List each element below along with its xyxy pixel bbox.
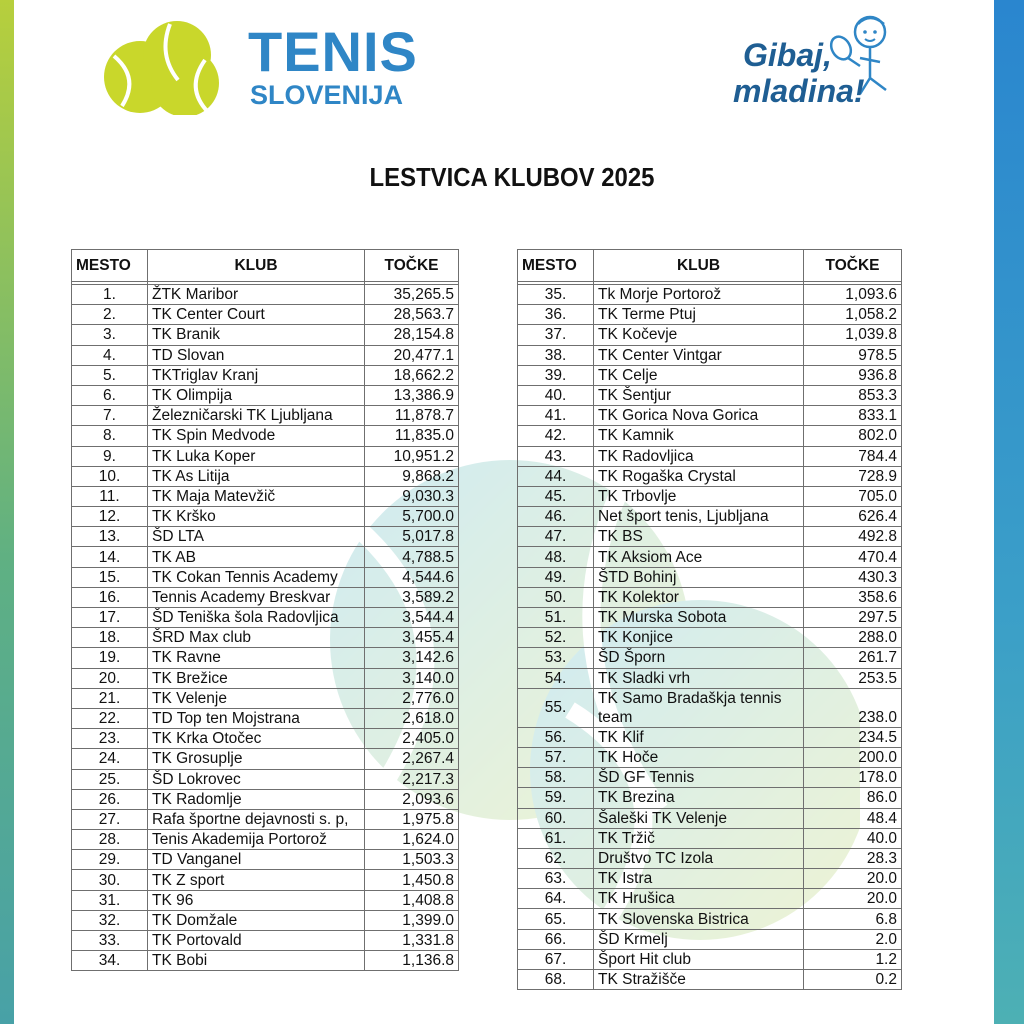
points-cell: 728.9: [804, 466, 902, 486]
points-cell: 288.0: [804, 628, 902, 648]
table-row: [518, 848, 902, 868]
table-row: [72, 830, 459, 850]
place-cell: 37.: [518, 325, 594, 345]
table-row: [72, 789, 459, 809]
place-cell: 22.: [72, 708, 148, 728]
points-cell: 178.0: [804, 768, 902, 788]
table-row: [518, 285, 902, 305]
points-cell: 936.8: [804, 365, 902, 385]
place-cell: 28.: [72, 830, 148, 850]
place-cell: 32.: [72, 910, 148, 930]
club-cell: TK Radovljica: [594, 446, 804, 466]
column-header-club: KLUB: [148, 250, 365, 282]
place-cell: 13.: [72, 527, 148, 547]
table-row: [518, 305, 902, 325]
place-cell: 12.: [72, 507, 148, 527]
club-cell: ŠD Krmelj: [594, 929, 804, 949]
table-row: [72, 688, 459, 708]
place-cell: 24.: [72, 749, 148, 769]
table-row: [72, 567, 459, 587]
place-cell: 58.: [518, 768, 594, 788]
place-cell: 65.: [518, 909, 594, 929]
place-cell: 3.: [72, 325, 148, 345]
place-cell: 44.: [518, 466, 594, 486]
points-cell: 4,788.5: [365, 547, 459, 567]
table-row: [72, 910, 459, 930]
club-cell: TK Branik: [148, 325, 365, 345]
table-row: [72, 446, 459, 466]
place-cell: 35.: [518, 285, 594, 305]
table-row: [518, 688, 902, 727]
club-cell: TK As Litija: [148, 466, 365, 486]
table-row: [72, 527, 459, 547]
table-row: [72, 507, 459, 527]
club-cell: TK Kamnik: [594, 426, 804, 446]
place-cell: 1.: [72, 285, 148, 305]
points-cell: 3,589.2: [365, 587, 459, 607]
place-cell: 34.: [72, 951, 148, 971]
club-cell: Društvo TC Izola: [594, 848, 804, 868]
place-cell: 56.: [518, 727, 594, 747]
points-cell: 297.5: [804, 608, 902, 628]
place-cell: 20.: [72, 668, 148, 688]
points-cell: 35,265.5: [365, 285, 459, 305]
place-cell: 5.: [72, 365, 148, 385]
club-cell: TK Center Court: [148, 305, 365, 325]
points-cell: 200.0: [804, 747, 902, 767]
points-cell: 853.3: [804, 385, 902, 405]
club-cell: TK BS: [594, 527, 804, 547]
column-header-points: TOČKE: [365, 250, 459, 282]
points-cell: 261.7: [804, 648, 902, 668]
points-cell: 978.5: [804, 345, 902, 365]
club-cell: TKTriglav Kranj: [148, 365, 365, 385]
table-row: [72, 325, 459, 345]
points-cell: 0.2: [804, 970, 902, 990]
points-cell: 1,503.3: [365, 850, 459, 870]
club-cell: TK Hoče: [594, 747, 804, 767]
column-header-place: MESTO: [518, 250, 594, 282]
club-cell: TK Domžale: [148, 910, 365, 930]
points-cell: 11,878.7: [365, 406, 459, 426]
club-cell: TK Portovald: [148, 931, 365, 951]
club-cell: TK Radomlje: [148, 789, 365, 809]
table-row: [518, 970, 902, 990]
points-cell: 1,058.2: [804, 305, 902, 325]
points-cell: 784.4: [804, 446, 902, 466]
table-row: [72, 809, 459, 829]
place-cell: 45.: [518, 486, 594, 506]
table-row: [518, 727, 902, 747]
place-cell: 26.: [72, 789, 148, 809]
place-cell: 61.: [518, 828, 594, 848]
club-cell: ŽTK Maribor: [148, 285, 365, 305]
table-row: [72, 729, 459, 749]
points-cell: 13,386.9: [365, 385, 459, 405]
points-cell: 2,217.3: [365, 769, 459, 789]
points-cell: 2,267.4: [365, 749, 459, 769]
club-cell: TK Velenje: [148, 688, 365, 708]
table-row: [518, 828, 902, 848]
place-cell: 66.: [518, 929, 594, 949]
table-row: [518, 608, 902, 628]
club-cell: TK 96: [148, 890, 365, 910]
table-row: [72, 628, 459, 648]
table-row: [72, 749, 459, 769]
points-cell: 1,975.8: [365, 809, 459, 829]
table-row: [518, 547, 902, 567]
points-cell: 2,093.6: [365, 789, 459, 809]
gibaj-text: Gibaj,: [743, 37, 832, 73]
points-cell: 1,039.8: [804, 325, 902, 345]
place-cell: 33.: [72, 931, 148, 951]
table-row: [518, 949, 902, 969]
place-cell: 63.: [518, 869, 594, 889]
points-cell: 253.5: [804, 668, 902, 688]
table-row: [518, 869, 902, 889]
club-cell: ŠD GF Tennis: [594, 768, 804, 788]
club-cell: TK Kolektor: [594, 587, 804, 607]
club-cell: TD Top ten Mojstrana: [148, 708, 365, 728]
column-header-points: TOČKE: [804, 250, 902, 282]
club-cell: Rafa športne dejavnosti s. p,: [148, 809, 365, 829]
ranking-table-left: [71, 249, 459, 971]
points-cell: 9,868.2: [365, 466, 459, 486]
place-cell: 68.: [518, 970, 594, 990]
points-cell: 5,700.0: [365, 507, 459, 527]
club-cell: TK Krka Otočec: [148, 729, 365, 749]
club-cell: TK Z sport: [148, 870, 365, 890]
ranking-table-right: [517, 249, 902, 990]
points-cell: 2.0: [804, 929, 902, 949]
place-cell: 38.: [518, 345, 594, 365]
points-cell: 10,951.2: [365, 446, 459, 466]
table-row: [518, 446, 902, 466]
points-cell: 1,624.0: [365, 830, 459, 850]
club-cell: TK Istra: [594, 869, 804, 889]
points-cell: 2,618.0: [365, 708, 459, 728]
table-row: [72, 486, 459, 506]
points-cell: 1,093.6: [804, 285, 902, 305]
table-row: [72, 587, 459, 607]
table-row: [72, 769, 459, 789]
club-cell: TK Center Vintgar: [594, 345, 804, 365]
points-cell: 3,142.6: [365, 648, 459, 668]
table-row: [518, 768, 902, 788]
right-gradient-band: [994, 0, 1024, 1024]
place-cell: 47.: [518, 527, 594, 547]
column-header-club: KLUB: [594, 250, 804, 282]
points-cell: 48.4: [804, 808, 902, 828]
place-cell: 29.: [72, 850, 148, 870]
table-row: [72, 547, 459, 567]
points-cell: 28,563.7: [365, 305, 459, 325]
table-row: [518, 889, 902, 909]
club-cell: Tk Morje Portorož: [594, 285, 804, 305]
club-cell: TK Brezina: [594, 788, 804, 808]
place-cell: 16.: [72, 587, 148, 607]
table-row: [518, 325, 902, 345]
club-cell: Net šport tenis, Ljubljana: [594, 507, 804, 527]
table-row: [72, 648, 459, 668]
place-cell: 50.: [518, 587, 594, 607]
table-row: [518, 385, 902, 405]
place-cell: 10.: [72, 466, 148, 486]
club-cell: Tennis Academy Breskvar: [148, 587, 365, 607]
points-cell: 1,331.8: [365, 931, 459, 951]
place-cell: 9.: [72, 446, 148, 466]
table-row: [72, 385, 459, 405]
page-title: LESTVICA KLUBOV 2025: [369, 162, 655, 192]
club-cell: TK Stražišče: [594, 970, 804, 990]
table-row: [518, 587, 902, 607]
table-row: [518, 929, 902, 949]
club-cell: TD Slovan: [148, 345, 365, 365]
club-cell: TK Celje: [594, 365, 804, 385]
club-cell: Tenis Akademija Portorož: [148, 830, 365, 850]
table-row: [72, 951, 459, 971]
points-cell: 1,399.0: [365, 910, 459, 930]
table-row: [72, 285, 459, 305]
place-cell: 4.: [72, 345, 148, 365]
table-row: [518, 426, 902, 446]
club-cell: TK Klif: [594, 727, 804, 747]
table-row: [72, 608, 459, 628]
club-cell: TD Vanganel: [148, 850, 365, 870]
club-cell: ŠTD Bohinj: [594, 567, 804, 587]
mladina-text: mladina!: [733, 73, 865, 109]
table-row: [518, 365, 902, 385]
points-cell: 86.0: [804, 788, 902, 808]
table-row: [72, 426, 459, 446]
table-row: [518, 648, 902, 668]
place-cell: 42.: [518, 426, 594, 446]
points-cell: 9,030.3: [365, 486, 459, 506]
club-cell: TK Brežice: [148, 668, 365, 688]
place-cell: 55.: [518, 688, 594, 727]
place-cell: 36.: [518, 305, 594, 325]
club-cell: TK Hrušica: [594, 889, 804, 909]
place-cell: 67.: [518, 949, 594, 969]
place-cell: 64.: [518, 889, 594, 909]
place-cell: 54.: [518, 668, 594, 688]
place-cell: 52.: [518, 628, 594, 648]
points-cell: 3,544.4: [365, 608, 459, 628]
place-cell: 43.: [518, 446, 594, 466]
table-row: [518, 406, 902, 426]
points-cell: 6.8: [804, 909, 902, 929]
place-cell: 19.: [72, 648, 148, 668]
club-cell: Šport Hit club: [594, 949, 804, 969]
table-row: [518, 486, 902, 506]
points-cell: 20,477.1: [365, 345, 459, 365]
table-row: [72, 466, 459, 486]
place-cell: 6.: [72, 385, 148, 405]
points-cell: 28,154.8: [365, 325, 459, 345]
points-cell: 2,776.0: [365, 688, 459, 708]
club-cell: TK Sladki vrh: [594, 668, 804, 688]
club-cell: TK Grosuplje: [148, 749, 365, 769]
place-cell: 7.: [72, 406, 148, 426]
points-cell: 238.0: [804, 688, 902, 727]
points-cell: 3,455.4: [365, 628, 459, 648]
table-row: [518, 507, 902, 527]
points-cell: 358.6: [804, 587, 902, 607]
table-row: [518, 345, 902, 365]
club-cell: TK AB: [148, 547, 365, 567]
place-cell: 51.: [518, 608, 594, 628]
club-cell: TK Spin Medvode: [148, 426, 365, 446]
club-cell: TK Luka Koper: [148, 446, 365, 466]
points-cell: 833.1: [804, 406, 902, 426]
table-row: [72, 931, 459, 951]
place-cell: 27.: [72, 809, 148, 829]
club-cell: TK Rogaška Crystal: [594, 466, 804, 486]
points-cell: 28.3: [804, 848, 902, 868]
club-cell: TK Cokan Tennis Academy: [148, 567, 365, 587]
table-row: [72, 406, 459, 426]
place-cell: 59.: [518, 788, 594, 808]
points-cell: 20.0: [804, 869, 902, 889]
points-cell: 430.3: [804, 567, 902, 587]
table-row: [72, 708, 459, 728]
points-cell: 1.2: [804, 949, 902, 969]
points-cell: 470.4: [804, 547, 902, 567]
club-cell: TK Gorica Nova Gorica: [594, 406, 804, 426]
place-cell: 23.: [72, 729, 148, 749]
club-cell: Šaleški TK Velenje: [594, 808, 804, 828]
table-row: [518, 527, 902, 547]
table-row: [518, 567, 902, 587]
place-cell: 40.: [518, 385, 594, 405]
club-cell: TK Šentjur: [594, 385, 804, 405]
club-cell: TK Samo Bradaškja tennis team: [594, 688, 804, 727]
points-cell: 1,408.8: [365, 890, 459, 910]
place-cell: 15.: [72, 567, 148, 587]
points-cell: 20.0: [804, 889, 902, 909]
club-cell: TK Olimpija: [148, 385, 365, 405]
place-cell: 8.: [72, 426, 148, 446]
club-cell: TK Trbovlje: [594, 486, 804, 506]
table-row: [72, 890, 459, 910]
points-cell: 705.0: [804, 486, 902, 506]
column-header-place: MESTO: [72, 250, 148, 282]
points-cell: 2,405.0: [365, 729, 459, 749]
club-cell: TK Tržič: [594, 828, 804, 848]
place-cell: 62.: [518, 848, 594, 868]
place-cell: 49.: [518, 567, 594, 587]
club-cell: TK Murska Sobota: [594, 608, 804, 628]
points-cell: 492.8: [804, 527, 902, 547]
club-cell: Železničarski TK Ljubljana: [148, 406, 365, 426]
place-cell: 21.: [72, 688, 148, 708]
place-cell: 60.: [518, 808, 594, 828]
club-cell: TK Bobi: [148, 951, 365, 971]
table-row: [72, 870, 459, 890]
points-cell: 802.0: [804, 426, 902, 446]
points-cell: 11,835.0: [365, 426, 459, 446]
points-cell: 1,450.8: [365, 870, 459, 890]
table-row: [518, 909, 902, 929]
place-cell: 31.: [72, 890, 148, 910]
place-cell: 2.: [72, 305, 148, 325]
place-cell: 11.: [72, 486, 148, 506]
club-cell: TK Kočevje: [594, 325, 804, 345]
club-cell: TK Aksiom Ace: [594, 547, 804, 567]
place-cell: 30.: [72, 870, 148, 890]
logo-tenis-text: TENIS: [248, 20, 418, 83]
place-cell: 14.: [72, 547, 148, 567]
place-cell: 17.: [72, 608, 148, 628]
points-cell: 3,140.0: [365, 668, 459, 688]
table-row: [518, 808, 902, 828]
table-row: [72, 345, 459, 365]
club-cell: TK Krško: [148, 507, 365, 527]
place-cell: 53.: [518, 648, 594, 668]
club-cell: TK Ravne: [148, 648, 365, 668]
club-cell: ŠD Lokrovec: [148, 769, 365, 789]
table-row: [72, 850, 459, 870]
place-cell: 48.: [518, 547, 594, 567]
logo-slovenija-text: SLOVENIJA: [250, 80, 404, 110]
points-cell: 234.5: [804, 727, 902, 747]
table-row: [72, 668, 459, 688]
place-cell: 18.: [72, 628, 148, 648]
club-cell: TK Terme Ptuj: [594, 305, 804, 325]
place-cell: 57.: [518, 747, 594, 767]
club-cell: ŠD Teniška šola Radovljica: [148, 608, 365, 628]
club-cell: ŠD LTA: [148, 527, 365, 547]
club-cell: TK Konjice: [594, 628, 804, 648]
club-cell: TK Slovenska Bistrica: [594, 909, 804, 929]
table-row: [518, 747, 902, 767]
club-cell: ŠRD Max club: [148, 628, 365, 648]
club-cell: TK Maja Matevžič: [148, 486, 365, 506]
place-cell: 39.: [518, 365, 594, 385]
points-cell: 40.0: [804, 828, 902, 848]
table-row: [518, 466, 902, 486]
club-cell: ŠD Šporn: [594, 648, 804, 668]
table-row: [72, 365, 459, 385]
table-row: [518, 668, 902, 688]
points-cell: 18,662.2: [365, 365, 459, 385]
table-row: [518, 628, 902, 648]
points-cell: 5,017.8: [365, 527, 459, 547]
place-cell: 41.: [518, 406, 594, 426]
points-cell: 1,136.8: [365, 951, 459, 971]
place-cell: 46.: [518, 507, 594, 527]
place-cell: 25.: [72, 769, 148, 789]
points-cell: 626.4: [804, 507, 902, 527]
table-row: [72, 305, 459, 325]
points-cell: 4,544.6: [365, 567, 459, 587]
left-gradient-band: [0, 0, 14, 1024]
table-row: [518, 788, 902, 808]
